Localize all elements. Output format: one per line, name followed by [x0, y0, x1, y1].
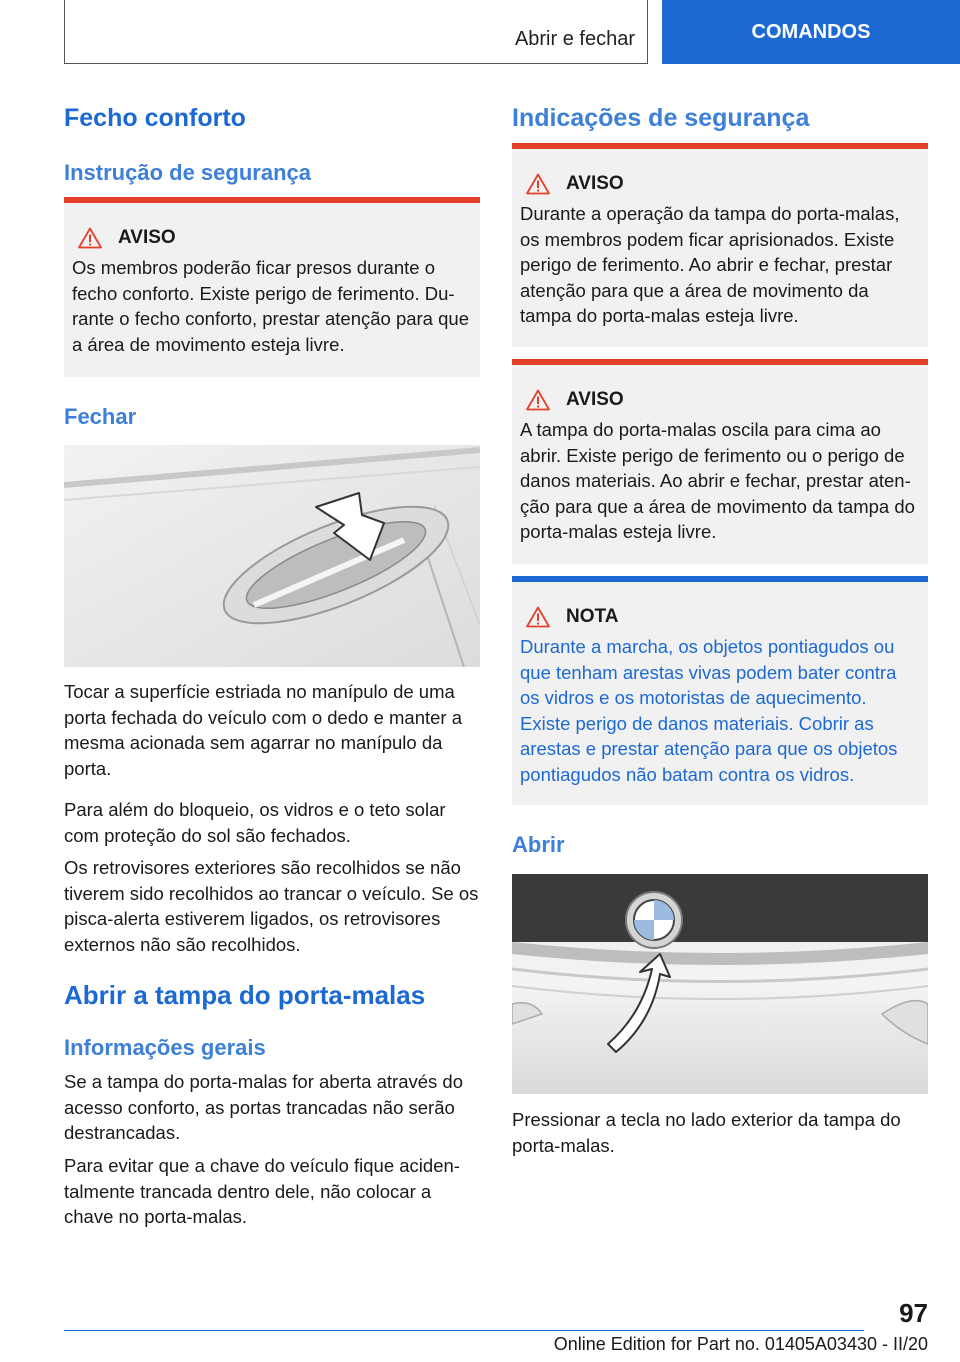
- heading-safety-notes: Indicações de segurança: [512, 104, 810, 132]
- warning-label: AVISO: [566, 173, 624, 194]
- warning-text: Os membros poderão ficar presos durante o fecho conforto. Existe perigo de ferimento. Du-rante o fecho conforto, prestar atenção para que a área de movimento esteja livre.: [72, 257, 469, 355]
- edition-info: Online Edition for Part no. 01405A03430 - II/20: [553, 1334, 928, 1354]
- warning-box-trunk-swing: [512, 359, 928, 564]
- trunk-button-illustration: [512, 874, 928, 1094]
- heading-open: Abrir: [512, 832, 565, 857]
- chapter-tab[interactable]: COMANDOS: [662, 0, 960, 64]
- heading-close: Fechar: [64, 404, 137, 429]
- warning-triangle-icon: [526, 389, 550, 411]
- header-frame: [64, 0, 648, 64]
- paragraph-close-3: Os retrovisores exteriores são recolhidos se não tiverem sido recolhidos ao trancar o veículo. Se os pisca-alerta estiverem ligados, os retrovisores externos não são recolhidos.: [64, 857, 479, 955]
- warning-triangle-icon: [526, 173, 550, 195]
- paragraph-close-1: Tocar a superfície estriada no manípulo de uma porta fechada do veículo com o dedo e manter a mesma acionada sem agarrar no manípulo da porta.: [64, 681, 463, 779]
- heading-comfort-closing: Fecho conforto: [64, 104, 246, 132]
- paragraph-close-2: Para além do bloqueio, os vidros e o teto solar com proteção do sol são fechados.: [64, 799, 446, 846]
- page-number: 97: [899, 1298, 928, 1328]
- heading-open-trunk: Abrir a tampa do porta-malas: [64, 980, 426, 1010]
- warning-box-comfort: [64, 197, 480, 377]
- footer-divider: [64, 1330, 864, 1331]
- heading-general-info: Informações gerais: [64, 1035, 266, 1060]
- section-title: Abrir e fechar: [514, 28, 635, 50]
- warning-label: AVISO: [566, 389, 624, 410]
- warning-triangle-icon: [78, 227, 102, 249]
- warning-text: A tampa do porta-malas oscila para cima ao abrir. Existe perigo de ferimento ou o perigo de danos materiais. Ao abrir e fechar, prestar aten-ção para que a área de movimento da tampa do porta-malas esteja livre.: [520, 419, 915, 542]
- paragraph-general-2: Para evitar que a chave do veículo fique aciden-talmente trancada dentro dele, não colocar a chave no porta-malas.: [64, 1155, 460, 1227]
- door-handle-illustration: [64, 445, 480, 667]
- paragraph-general-1: Se a tampa do porta-malas for aberta através do acesso conforto, as portas trancadas não serão destrancadas.: [64, 1071, 463, 1143]
- note-text: Durante a marcha, os objetos pontiagudos ou que tenham arestas vivas podem bater contra os vidros e os motoristas de aquecimento. Existe perigo de danos materiais. Cobrir as arestas e prestar atenção para que os objetos pontiagudos não batam contra os vidros.: [520, 636, 898, 785]
- note-box-sharp-objects: [512, 576, 928, 805]
- warning-label: AVISO: [118, 227, 176, 248]
- warning-box-trunk-operation: [512, 143, 928, 347]
- note-label: NOTA: [566, 606, 619, 627]
- warning-text: Durante a operação da tampa do porta-malas, os membros podem ficar aprisionados. Existe perigo de ferimento. Ao abrir e fechar, prestar atenção para que a área de movimento da tampa do porta-malas esteja livre.: [520, 203, 900, 326]
- heading-safety-instruction: Instrução de segurança: [64, 160, 311, 185]
- paragraph-open-1: Pressionar a tecla no lado exterior da tampa do porta-malas.: [512, 1109, 901, 1156]
- warning-triangle-icon: [526, 606, 550, 628]
